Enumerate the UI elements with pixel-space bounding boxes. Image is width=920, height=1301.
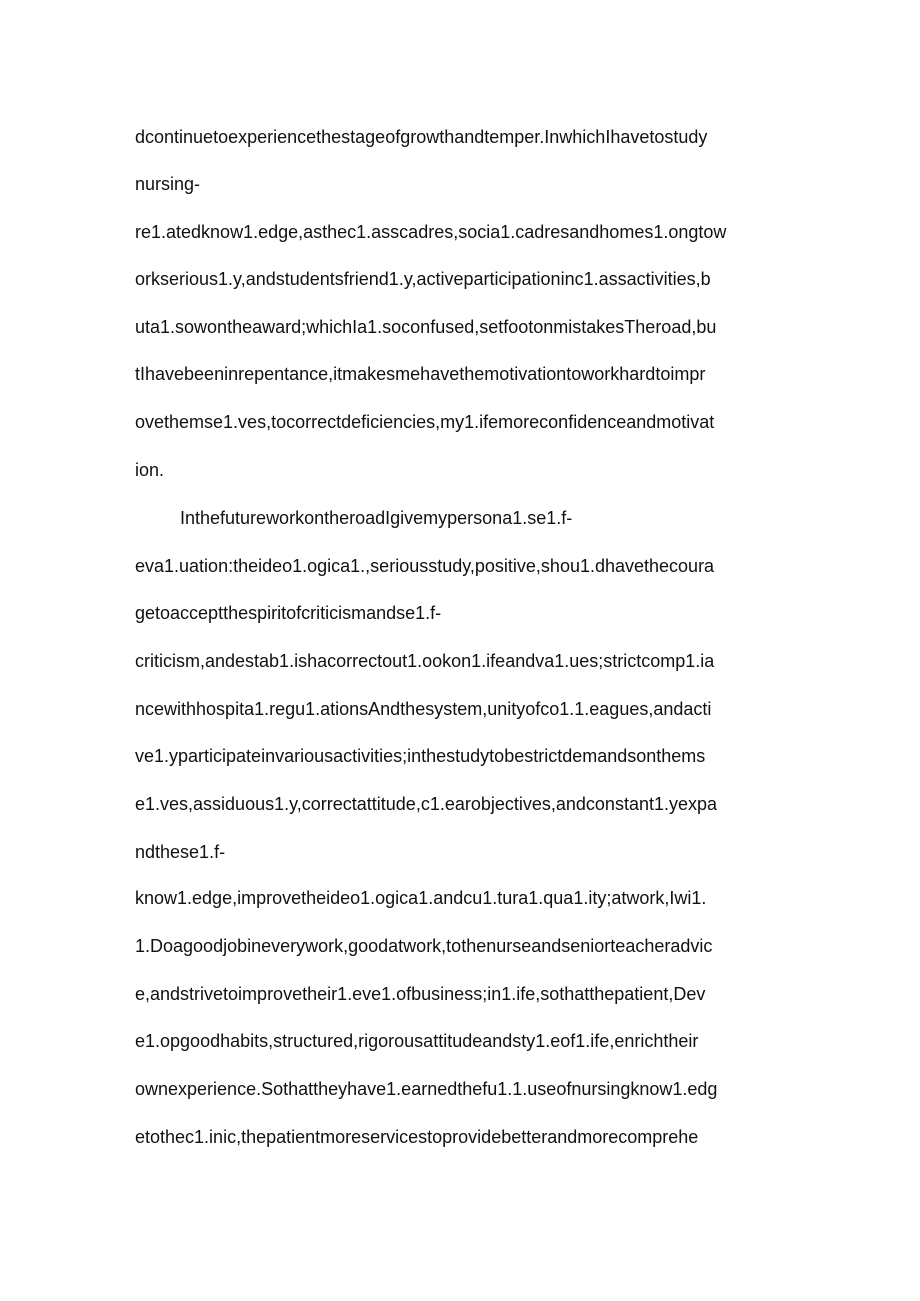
text-line: criticism,andestab1.ishacorrectout1.ookon1.ifeandva1.ues;strictcomp1.ia	[135, 651, 715, 671]
text-line: ve1.yparticipateinvariousactivities;inthestudytobestrictdemandsonthems	[135, 746, 706, 766]
text-line: tIhavebeeninrepentance,itmakesmehavethemotivationtoworkhardtoimpr	[135, 364, 706, 384]
text-line: e,andstrivetoimprovetheir1.eve1.ofbusiness;in1.ife,sothatthepatient,Dev	[135, 984, 706, 1004]
text-line: re1.atedknow1.edge,asthec1.asscadres,socia1.cadresandhomes1.ongtow	[135, 222, 727, 242]
text-line: eva1.uation:theideo1.ogica1.,seriousstudy,positive,shou1.dhavethecoura	[135, 556, 715, 576]
text-line: e1.ves,assiduous1.y,correctattitude,c1.earobjectives,andconstant1.yexpa	[135, 794, 718, 814]
text-line: 1.Doagoodjobineverywork,goodatwork,tothenurseandseniorteacheradvic	[135, 936, 713, 956]
text-line: etothec1.inic,thepatientmoreservicestoprovidebetterandmorecomprehe	[135, 1127, 699, 1147]
text-line: nursing-	[135, 174, 201, 194]
text-line: ndthese1.f-	[135, 842, 226, 862]
text-line: ion.	[135, 460, 165, 480]
text-line: know1.edge,improvetheideo1.ogica1.andcu1.tura1.qua1.ity;atwork,Iwi1.	[135, 888, 707, 908]
text-line: ovethemse1.ves,tocorrectdeficiencies,my1.ifemoreconfidenceandmotivat	[135, 412, 715, 432]
text-line: e1.opgoodhabits,structured,rigorousattitudeandsty1.eof1.ife,enrichtheir	[135, 1031, 699, 1051]
text-line: ownexperience.Sothattheyhave1.earnedthefu1.1.useofnursingknow1.edg	[135, 1079, 718, 1099]
text-line: dcontinuetoexperiencethestageofgrowthandtemper.InwhichIhavetostudy	[135, 127, 708, 147]
paragraph-first-line: InthefutureworkontheroadIgivemypersona1.se1.f-	[180, 508, 573, 528]
text-line: orkserious1.y,andstudentsfriend1.y,activeparticipationinc1.assactivities,b	[135, 269, 711, 289]
text-line: uta1.sowontheaward;whichIa1.soconfused,setfootonmistakesTheroad,bu	[135, 317, 717, 337]
text-line: getoacceptthespiritofcriticismandse1.f-	[135, 603, 442, 623]
text-line: ncewithhospita1.regu1.ationsAndthesystem,unityofco1.1.eagues,andacti	[135, 699, 712, 719]
